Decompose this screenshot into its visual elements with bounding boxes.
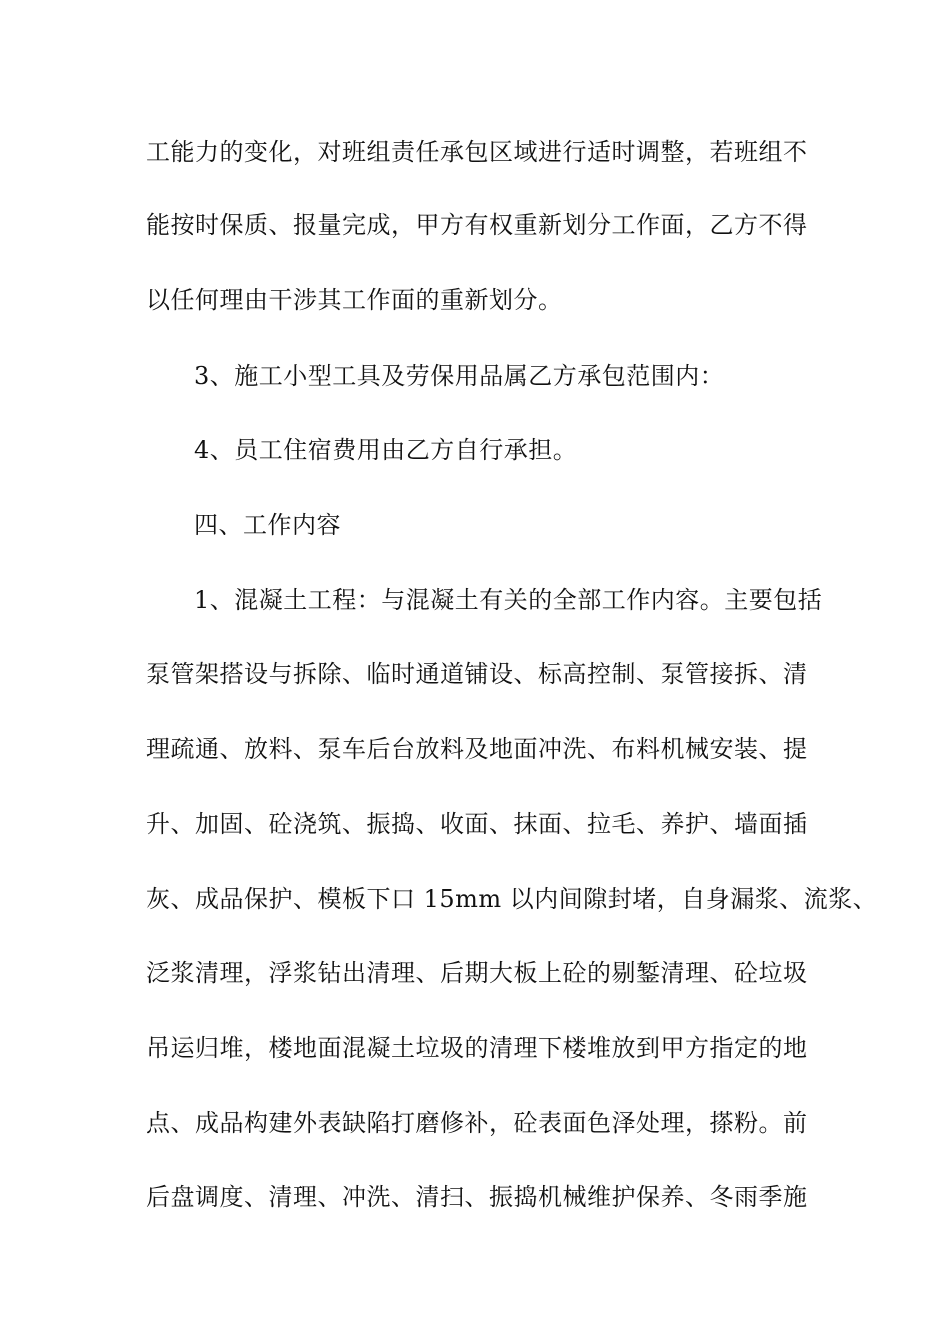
list-item-1: 1、混凝土工程：与混凝土有关的全部工作内容。主要包括: [194, 586, 823, 614]
text-line: 点、成品构建外表缺陷打磨修补，砼表面色泽处理，搽粉。前: [146, 1109, 808, 1137]
text-line: 吊运归堆，楼地面混凝土垃圾的清理下楼堆放到甲方指定的地: [146, 1034, 808, 1062]
text-line: 理疏通、放料、泵车后台放料及地面冲洗、布料机械安装、提: [146, 735, 808, 763]
text-line: 能按时保质、报量完成，甲方有权重新划分工作面，乙方不得: [146, 211, 808, 239]
section-heading: 四、工作内容: [194, 511, 341, 539]
text-line: 灰、成品保护、模板下口 15mm 以内间隙封堵，自身漏浆、流浆、: [146, 885, 878, 913]
text-line: 以任何理由干涉其工作面的重新划分。: [146, 286, 563, 314]
text-line: 后盘调度、清理、冲洗、清扫、振捣机械维护保养、冬雨季施: [146, 1183, 808, 1211]
list-item-4: 4、员工住宿费用由乙方自行承担。: [194, 436, 578, 464]
text-line: 泛浆清理，浮浆钻出清理、后期大板上砼的剔錾清理、砼垃圾: [146, 959, 808, 987]
text-line: 工能力的变化，对班组责任承包区域进行适时调整，若班组不: [146, 138, 808, 166]
text-line: 升、加固、砼浇筑、振捣、收面、抹面、拉毛、养护、墙面插: [146, 810, 808, 838]
text-line: 泵管架搭设与拆除、临时通道铺设、标高控制、泵管接拆、清: [146, 660, 808, 688]
list-item-3: 3、施工小型工具及劳保用品属乙方承包范围内：: [194, 362, 725, 390]
